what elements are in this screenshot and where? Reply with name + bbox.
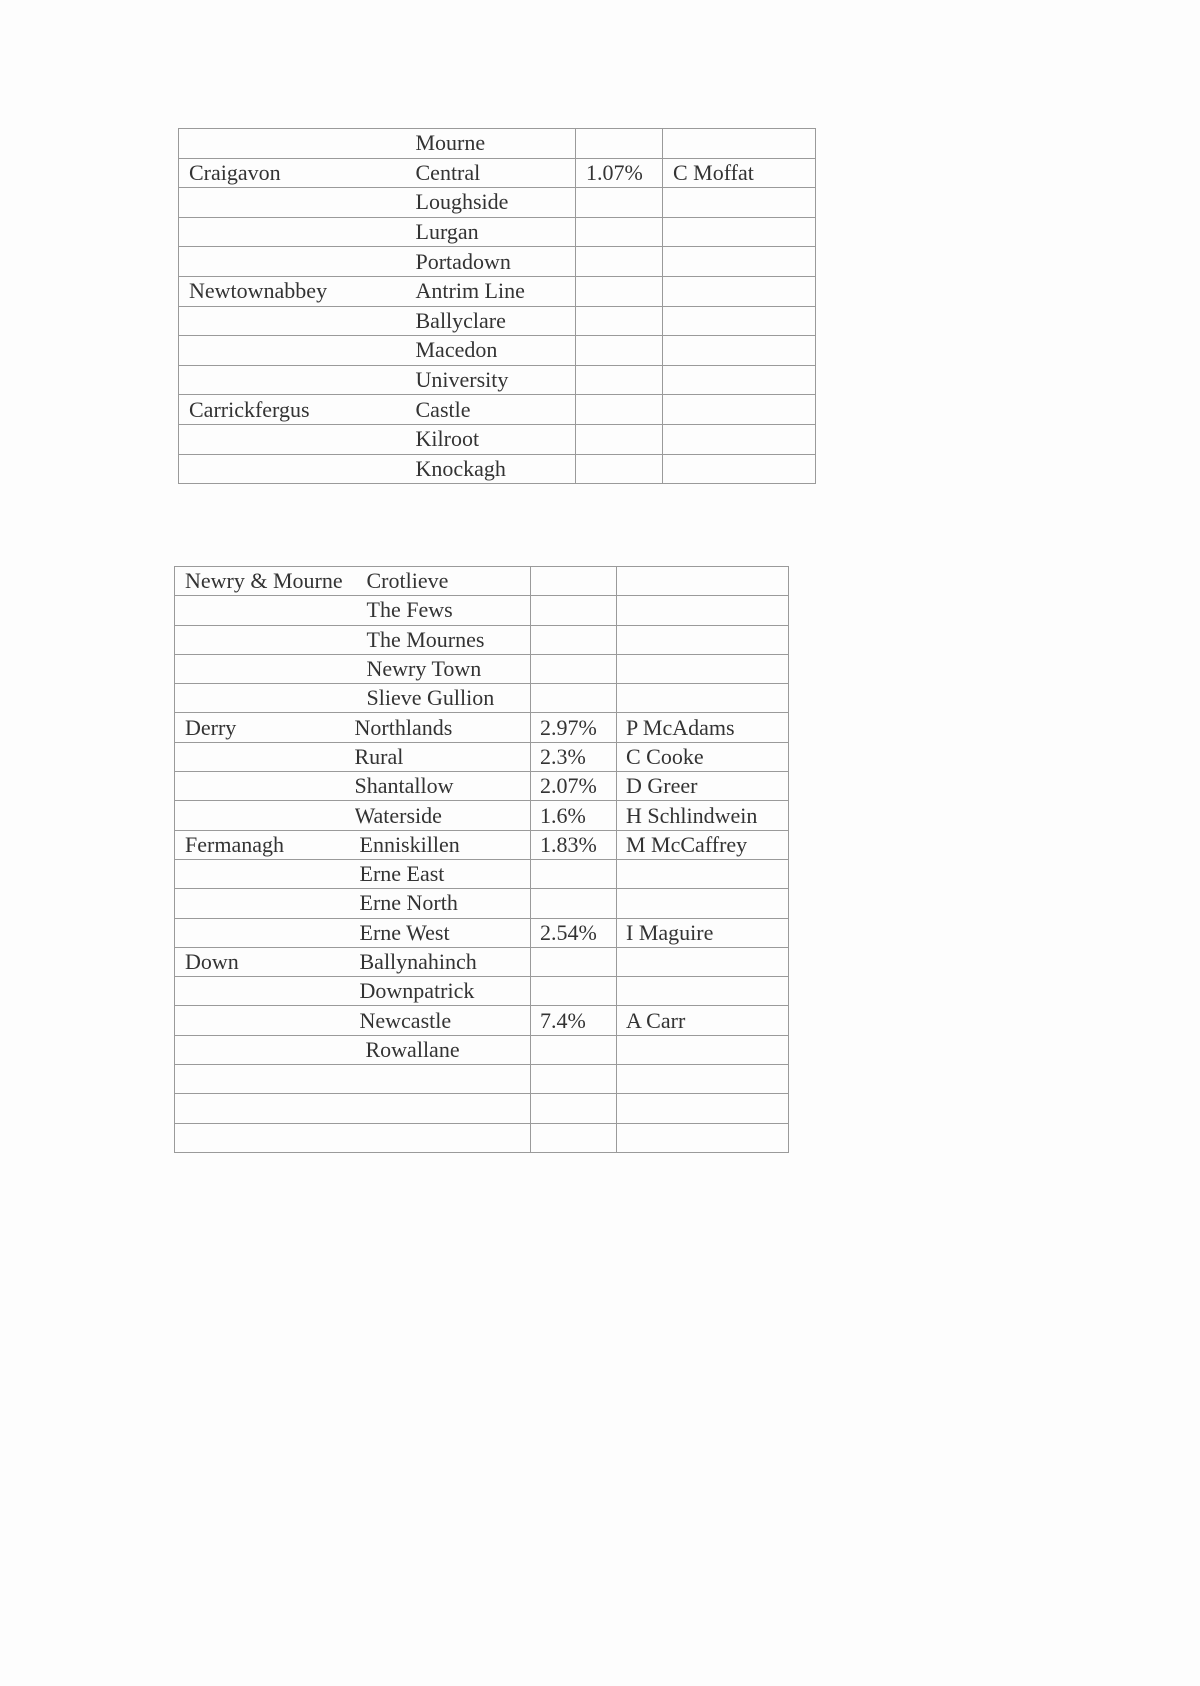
- name-cell: M McCaffrey: [617, 830, 789, 859]
- name-cell: [663, 424, 816, 454]
- name-cell: [617, 654, 789, 683]
- percentage-cell: [576, 365, 663, 395]
- table-row: [175, 1094, 789, 1123]
- ward-cell: Northlands: [355, 713, 531, 742]
- area-cell: Newry & Mourne: [175, 567, 355, 596]
- area-cell: [175, 859, 355, 888]
- percentage-cell: [531, 1065, 617, 1094]
- ward-table-1: [178, 128, 816, 484]
- name-cell: [663, 306, 816, 336]
- name-cell: [663, 454, 816, 484]
- table-row: [179, 336, 816, 366]
- name-cell: [617, 625, 789, 654]
- percentage-cell: [576, 129, 663, 159]
- area-cell: [179, 306, 389, 336]
- percentage-cell: [531, 947, 617, 976]
- percentage-cell: [531, 596, 617, 625]
- table-row: [179, 454, 816, 484]
- area-cell: [179, 365, 389, 395]
- ward-cell: Erne East: [355, 859, 531, 888]
- table-row: [175, 947, 789, 976]
- table-row: [179, 365, 816, 395]
- percentage-cell: [576, 276, 663, 306]
- table-row: [179, 306, 816, 336]
- name-cell: D Greer: [617, 772, 789, 801]
- percentage-cell: 2.3%: [531, 742, 617, 771]
- area-cell: [179, 336, 389, 366]
- area-cell: [175, 1006, 355, 1035]
- percentage-cell: [531, 684, 617, 713]
- ward-cell: The Fews: [355, 596, 531, 625]
- area-cell: [175, 918, 355, 947]
- table-row: [175, 889, 789, 918]
- area-cell: [175, 742, 355, 771]
- name-cell: [617, 977, 789, 1006]
- ward-cell: Portadown: [389, 247, 576, 277]
- name-cell: [617, 1035, 789, 1064]
- percentage-cell: [531, 977, 617, 1006]
- percentage-cell: [531, 1123, 617, 1152]
- ward-cell: Mourne: [389, 129, 576, 159]
- name-cell: H Schlindwein: [617, 801, 789, 830]
- percentage-cell: [531, 1094, 617, 1123]
- percentage-cell: [531, 567, 617, 596]
- area-cell: [179, 247, 389, 277]
- area-cell: Carrickfergus: [179, 395, 389, 425]
- table-row: [175, 977, 789, 1006]
- table-row: [175, 1123, 789, 1152]
- table-row: [175, 918, 789, 947]
- name-cell: [663, 188, 816, 218]
- ward-cell: Antrim Line: [389, 276, 576, 306]
- percentage-cell: 1.6%: [531, 801, 617, 830]
- percentage-cell: [576, 188, 663, 218]
- ward-cell: Kilroot: [389, 424, 576, 454]
- ward-cell: Waterside: [355, 801, 531, 830]
- table-row: [175, 1006, 789, 1035]
- name-cell: C Moffat: [663, 158, 816, 188]
- ward-table-2: [174, 566, 789, 1153]
- table-row: [179, 276, 816, 306]
- percentage-cell: [531, 859, 617, 888]
- area-cell: Newtownabbey: [179, 276, 389, 306]
- area-cell: [179, 454, 389, 484]
- table-row: [175, 830, 789, 859]
- name-cell: [617, 684, 789, 713]
- ward-table-1-body: [179, 129, 816, 484]
- percentage-cell: [576, 247, 663, 277]
- area-cell: [175, 684, 355, 713]
- name-cell: [663, 129, 816, 159]
- percentage-cell: 1.83%: [531, 830, 617, 859]
- ward-cell: Ballynahinch: [355, 947, 531, 976]
- table-row: [175, 684, 789, 713]
- percentage-cell: 2.54%: [531, 918, 617, 947]
- area-cell: Craigavon: [179, 158, 389, 188]
- area-cell: [175, 596, 355, 625]
- name-cell: [663, 395, 816, 425]
- table-row: [175, 1035, 789, 1064]
- percentage-cell: [531, 654, 617, 683]
- ward-table-2-body: [175, 567, 789, 1153]
- table-row: [179, 158, 816, 188]
- ward-cell: [355, 1094, 531, 1123]
- name-cell: [663, 365, 816, 395]
- area-cell: Fermanagh: [175, 830, 355, 859]
- name-cell: [663, 336, 816, 366]
- area-cell: Down: [175, 947, 355, 976]
- area-cell: [179, 188, 389, 218]
- area-cell: [175, 772, 355, 801]
- area-cell: [175, 654, 355, 683]
- ward-cell: Newcastle: [355, 1006, 531, 1035]
- name-cell: I Maguire: [617, 918, 789, 947]
- name-cell: C Cooke: [617, 742, 789, 771]
- name-cell: [617, 859, 789, 888]
- table-row: [175, 567, 789, 596]
- area-cell: [175, 889, 355, 918]
- table-row: [175, 596, 789, 625]
- table-row: [175, 742, 789, 771]
- area-cell: [175, 625, 355, 654]
- table-row: [175, 713, 789, 742]
- ward-cell: Knockagh: [389, 454, 576, 484]
- percentage-cell: 2.07%: [531, 772, 617, 801]
- table-row: [175, 772, 789, 801]
- table-row: [175, 1065, 789, 1094]
- name-cell: [617, 947, 789, 976]
- name-cell: [617, 1094, 789, 1123]
- ward-cell: The Mournes: [355, 625, 531, 654]
- ward-cell: University: [389, 365, 576, 395]
- ward-cell: Crotlieve: [355, 567, 531, 596]
- percentage-cell: [531, 1035, 617, 1064]
- percentage-cell: [576, 395, 663, 425]
- name-cell: [663, 217, 816, 247]
- table-row: [179, 424, 816, 454]
- percentage-cell: 7.4%: [531, 1006, 617, 1035]
- name-cell: [617, 1123, 789, 1152]
- area-cell: [179, 424, 389, 454]
- area-cell: [179, 129, 389, 159]
- ward-cell: Rowallane: [355, 1035, 531, 1064]
- area-cell: [175, 977, 355, 1006]
- ward-cell: Macedon: [389, 336, 576, 366]
- table-row: [175, 654, 789, 683]
- name-cell: [663, 276, 816, 306]
- ward-cell: Slieve Gullion: [355, 684, 531, 713]
- ward-cell: Ballyclare: [389, 306, 576, 336]
- percentage-cell: [576, 336, 663, 366]
- percentage-cell: [576, 217, 663, 247]
- ward-cell: Newry Town: [355, 654, 531, 683]
- table-row: [179, 217, 816, 247]
- ward-cell: Erne North: [355, 889, 531, 918]
- percentage-cell: [576, 306, 663, 336]
- ward-cell: Erne West: [355, 918, 531, 947]
- ward-cell: Lurgan: [389, 217, 576, 247]
- area-cell: [175, 1094, 355, 1123]
- ward-cell: Central: [389, 158, 576, 188]
- ward-cell: Downpatrick: [355, 977, 531, 1006]
- percentage-cell: [531, 889, 617, 918]
- ward-cell: [355, 1123, 531, 1152]
- percentage-cell: [531, 625, 617, 654]
- area-cell: [175, 1123, 355, 1152]
- ward-cell: Loughside: [389, 188, 576, 218]
- percentage-cell: 2.97%: [531, 713, 617, 742]
- table-row: [179, 395, 816, 425]
- percentage-cell: 1.07%: [576, 158, 663, 188]
- ward-cell: Castle: [389, 395, 576, 425]
- name-cell: [617, 889, 789, 918]
- ward-cell: Rural: [355, 742, 531, 771]
- area-cell: [175, 1035, 355, 1064]
- name-cell: P McAdams: [617, 713, 789, 742]
- ward-cell: Shantallow: [355, 772, 531, 801]
- area-cell: Derry: [175, 713, 355, 742]
- ward-cell: [355, 1065, 531, 1094]
- table-row: [179, 188, 816, 218]
- percentage-cell: [576, 424, 663, 454]
- name-cell: [617, 1065, 789, 1094]
- table-row: [179, 247, 816, 277]
- name-cell: [617, 596, 789, 625]
- area-cell: [179, 217, 389, 247]
- area-cell: [175, 801, 355, 830]
- table-row: [179, 129, 816, 159]
- table-row: [175, 625, 789, 654]
- name-cell: [617, 567, 789, 596]
- percentage-cell: [576, 454, 663, 484]
- name-cell: [663, 247, 816, 277]
- table-row: [175, 859, 789, 888]
- name-cell: A Carr: [617, 1006, 789, 1035]
- table-row: [175, 801, 789, 830]
- area-cell: [175, 1065, 355, 1094]
- ward-cell: Enniskillen: [355, 830, 531, 859]
